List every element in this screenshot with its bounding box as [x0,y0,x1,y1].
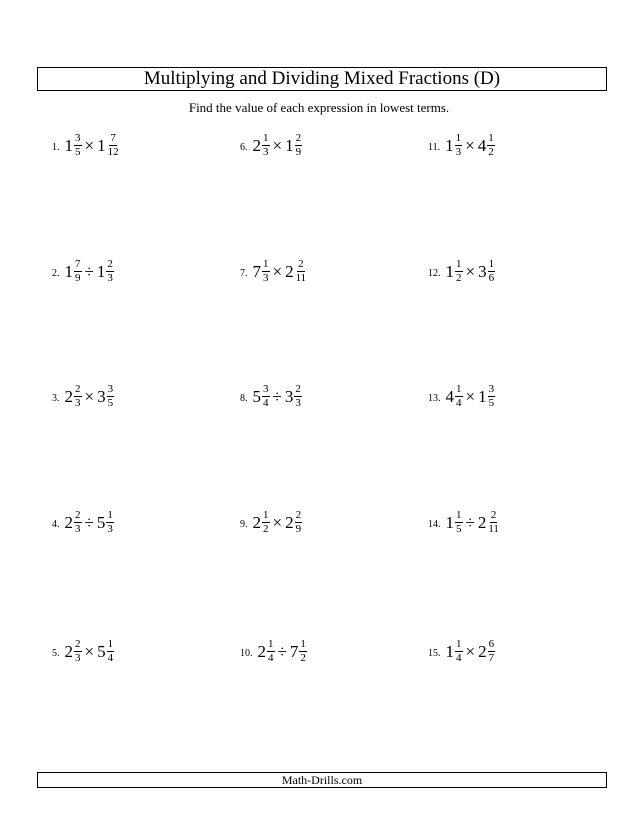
denominator: 7 [488,652,495,664]
fraction [299,639,307,664]
whole-part: 2 [478,641,487,661]
fraction [107,384,115,409]
denominator: 5 [75,146,81,158]
whole-part: 2 [285,512,294,532]
fraction [262,133,270,158]
expression [65,639,115,664]
mixed-number [285,133,302,158]
problem-number: 6. [240,142,248,153]
numerator: 2 [295,383,301,395]
numerator: 3 [75,132,81,144]
problem-number: 13. [428,393,441,404]
denominator: 4 [268,652,274,664]
problem [52,510,114,535]
denominator: 4 [456,652,462,664]
expression [65,259,114,284]
numerator: 1 [456,258,462,270]
numerator: 2 [490,509,497,521]
whole-part: 1 [96,261,106,281]
fraction [107,133,120,158]
mixed-number [478,384,495,409]
problem-number: 10. [240,648,253,659]
worksheet-title: Multiplying and Dividing Mixed Fractions (D) [37,67,607,91]
operator: ÷ [277,641,287,661]
denominator: 3 [75,652,81,664]
mixed-number [446,259,463,284]
whole-part: 4 [477,135,487,155]
mixed-number [253,510,270,535]
mixed-number [285,510,302,535]
mixed-number [97,259,114,284]
mixed-number [65,259,82,284]
problem [428,510,500,535]
whole-part: 5 [252,386,261,406]
denominator: 3 [295,397,301,409]
fraction [262,384,270,409]
whole-part: 1 [478,386,487,406]
mixed-number [446,639,463,664]
numerator: 2 [295,132,302,144]
operator: × [465,261,476,281]
problem-number: 12. [428,268,441,279]
operator: × [465,135,475,155]
whole-part: 2 [64,386,73,406]
expression [253,259,308,284]
fraction [74,639,82,664]
fraction [487,133,495,158]
mixed-number [445,133,462,158]
problem [428,133,495,158]
whole-part: 1 [445,641,454,661]
mixed-number [253,384,270,409]
instructions: Find the value of each expression in lowest terms. [188,100,450,115]
mixed-number [446,384,463,409]
mixed-number [446,510,463,535]
whole-part: 2 [252,512,261,532]
numerator: 1 [456,509,462,521]
denominator: 4 [456,397,462,409]
denominator: 9 [75,272,81,284]
mixed-number [285,384,302,409]
denominator: 2 [300,652,306,664]
denominator: 9 [295,146,302,158]
mixed-number [253,133,270,158]
whole-part: 1 [97,135,106,155]
numerator: 2 [295,509,302,521]
denominator: 3 [75,397,81,409]
operator: × [84,641,95,661]
problem [240,510,302,535]
mixed-number [478,639,495,664]
numerator: 2 [75,509,81,521]
mixed-number [97,510,114,535]
denominator: 11 [488,523,499,535]
footer: Math-Drills.com [37,772,607,788]
fraction [74,510,82,535]
operator: ÷ [465,512,475,532]
denominator: 5 [456,523,462,535]
mixed-number [97,384,114,409]
denominator: 3 [107,523,113,535]
denominator: 9 [295,523,302,535]
fraction [106,510,114,535]
mixed-number [285,259,307,284]
problem [52,133,120,158]
problem-number: 9. [240,519,248,530]
numerator: 7 [110,132,116,144]
operator: ÷ [84,261,94,281]
expression [446,510,500,535]
problem [52,639,114,664]
problem-number: 15. [428,648,441,659]
whole-part: 1 [445,135,454,155]
whole-part: 2 [477,512,487,532]
expression [446,259,496,284]
operator: × [84,386,95,406]
operator: × [272,135,283,155]
fraction [488,639,496,664]
fraction [106,259,114,284]
numerator: 1 [268,638,274,650]
whole-part: 2 [252,135,261,155]
fraction [487,510,500,535]
expression [253,384,302,409]
whole-part: 5 [96,512,106,532]
mixed-number [478,259,495,284]
denominator: 4 [107,652,114,664]
fraction [295,259,308,284]
denominator: 3 [455,146,462,158]
whole-part: 5 [97,641,106,661]
problem [52,259,114,284]
whole-part: 2 [285,261,294,281]
whole-part: 3 [478,261,487,281]
denominator: 12 [107,146,119,158]
numerator: 3 [107,383,114,395]
mixed-number [478,133,495,158]
mixed-number [65,639,82,664]
numerator: 1 [488,132,494,144]
denominator: 3 [263,272,269,284]
problem [240,639,307,664]
numerator: 2 [107,258,113,270]
whole-part: 2 [257,641,266,661]
problem [52,384,114,409]
denominator: 3 [75,523,81,535]
problem [428,639,495,664]
mixed-number [478,510,500,535]
fraction [488,259,496,284]
fraction [455,133,463,158]
numerator: 1 [263,132,269,144]
problem-number: 2. [52,268,60,279]
operator: × [272,261,283,281]
denominator: 5 [488,397,495,409]
denominator: 5 [107,397,114,409]
whole-part: 1 [285,135,294,155]
numerator: 2 [75,383,81,395]
mixed-number [65,384,82,409]
numerator: 1 [107,509,113,521]
denominator: 2 [263,523,269,535]
fraction [455,510,463,535]
denominator: 3 [107,272,113,284]
whole-part: 3 [284,386,294,406]
fraction [455,639,463,664]
fraction [295,133,303,158]
problem [240,384,302,409]
expression [65,133,120,158]
mixed-number [65,133,82,158]
expression [258,639,307,664]
operator: × [84,135,95,155]
fraction [267,639,275,664]
problem-number: 14. [428,519,441,530]
denominator: 2 [488,146,494,158]
whole-part: 3 [97,386,106,406]
numerator: 6 [488,638,495,650]
denominator: 2 [456,272,462,284]
whole-part: 1 [64,135,73,155]
operator: ÷ [84,512,94,532]
expression [445,133,495,158]
expression [446,384,496,409]
operator: × [465,641,476,661]
denominator: 6 [488,272,495,284]
denominator: 4 [263,397,269,409]
problem-number: 4. [52,519,60,530]
problem-number: 5. [52,648,60,659]
numerator: 3 [263,383,269,395]
problem [428,259,495,284]
fraction [74,133,82,158]
fraction [107,639,115,664]
whole-part: 7 [289,641,299,661]
denominator: 3 [263,146,269,158]
numerator: 1 [488,258,495,270]
problem-number: 11. [428,142,441,153]
problem [240,133,302,158]
numerator: 1 [300,638,306,650]
numerator: 2 [75,638,81,650]
mixed-number [97,639,114,664]
expression [65,384,115,409]
whole-part: 2 [64,512,73,532]
problem-number: 1. [52,142,60,153]
numerator: 1 [456,383,462,395]
mixed-number [290,639,307,664]
numerator: 1 [107,638,114,650]
numerator: 3 [488,383,495,395]
fraction [455,384,463,409]
fraction [455,259,463,284]
fraction [74,384,82,409]
problem [240,259,307,284]
denominator: 11 [295,272,307,284]
operator: ÷ [272,386,282,406]
fraction [262,259,270,284]
numerator: 1 [456,638,462,650]
fraction [488,384,496,409]
whole-part: 1 [64,261,73,281]
whole-part: 2 [64,641,73,661]
whole-part: 7 [252,261,261,281]
whole-part: 1 [445,512,454,532]
fraction [262,510,270,535]
problem-number: 7. [240,268,248,279]
numerator: 1 [455,132,462,144]
expression [253,510,303,535]
operator: × [465,386,476,406]
expression [65,510,114,535]
numerator: 1 [263,509,269,521]
operator: × [272,512,283,532]
expression [446,639,496,664]
fraction [294,384,302,409]
problem [428,384,495,409]
problem-number: 8. [240,393,248,404]
fraction [74,259,82,284]
numerator: 1 [263,258,269,270]
mixed-number [65,510,82,535]
numerator: 2 [298,258,304,270]
expression [253,133,303,158]
numerator: 7 [75,258,81,270]
fraction [295,510,303,535]
mixed-number [258,639,275,664]
mixed-number [253,259,270,284]
whole-part: 1 [445,261,454,281]
problem-number: 3. [52,393,60,404]
whole-part: 4 [445,386,454,406]
mixed-number [97,133,120,158]
